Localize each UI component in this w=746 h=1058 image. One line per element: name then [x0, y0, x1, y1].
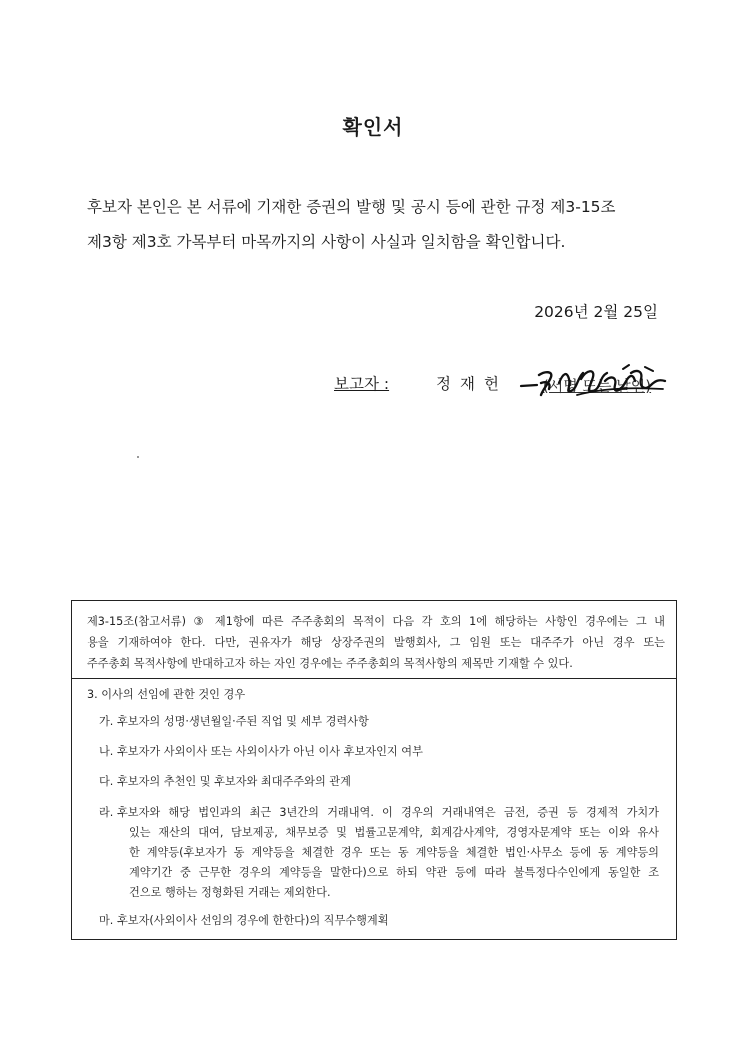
- sub-item-line: 계약기간 중 근무한 경우의 계약등을 말한다)으로 하되 약관 등에 따라 불특정다수인에게 동일한 조: [129, 866, 659, 879]
- sub-item-text: 후보자가 사외이사 또는 사외이사가 아닌 이사 후보자인지 여부: [117, 745, 423, 758]
- handwritten-signature: [519, 359, 669, 403]
- sub-item-text: 후보자의 추천인 및 후보자와 최대주주와의 관계: [117, 775, 351, 788]
- sub-item-line: 후보자와 해당 법인과의 최근 3년간의 거래내역. 이 경우의 거래내역은 금전, 증권 등 경제적 가치가: [117, 806, 659, 819]
- sub-item-ra-text: [117, 803, 659, 903]
- statement-line: 후보자 본인은 본 서류에 기재한 증권의 발행 및 공시 등에 관한 규정 제3-15조: [87, 198, 616, 216]
- sub-item-da: [99, 773, 669, 791]
- signature-area: [521, 373, 666, 397]
- sub-item-text: 후보자(사외이사 선임의 경우에 한한다)의 직무수행계획: [117, 914, 389, 927]
- confirmation-statement: [87, 190, 667, 260]
- sub-item-line: 있는 재산의 대여, 담보제공, 채무보증 및 법률고문계약, 회계감사계약, 경영자문계약 또는 이와 유사: [129, 826, 659, 839]
- reporter-name: 정재헌: [436, 375, 508, 393]
- reporter-label: 보고자 :: [334, 375, 390, 393]
- sub-item-mark: 라.: [99, 806, 114, 819]
- sub-item-ga: [99, 713, 669, 731]
- regulation-line: 용을 기재하여야 한다. 다만, 권유자가 해당 상장주권의 발행회사, 그 임원 또는 대주주가 아닌 경우 또는: [87, 636, 665, 649]
- sub-item-line: 한 계약등(후보자가 동 계약등을 체결한 경우 또는 동 계약등을 체결한 법인·사무소 등에 동 계약등의: [129, 846, 659, 859]
- sign-placeholder: (서명 또는 날인): [542, 376, 652, 395]
- regulation-intro: [87, 611, 665, 674]
- reference-regulation-box: [71, 600, 677, 940]
- sub-item-line: 건으로 행하는 정형화된 거래는 제외한다.: [129, 886, 331, 899]
- document-title: 확인서: [342, 115, 404, 139]
- sub-item-mark: 나.: [99, 745, 114, 758]
- document-date: 2026년 2월 25일: [534, 303, 658, 321]
- sub-item-mark: 다.: [99, 775, 114, 788]
- reporter-row: [334, 372, 666, 397]
- item-heading: 3. 이사의 선임에 관한 것인 경우: [87, 688, 246, 701]
- statement-line: 제3항 제3호 가목부터 마목까지의 사항이 사실과 일치함을 확인합니다.: [87, 233, 566, 251]
- regulation-line: 제3-15조(참고서류) ③ 제1항에 따른 주주총회의 목적이 다음 각 호의 1에 해당하는 사항인 경우에는 그 내: [87, 615, 665, 628]
- regulation-line: 주주총회 목적사항에 반대하고자 하는 자인 경우에는 주주총회의 목적사항의 제목만 기재할 수 있다.: [87, 657, 573, 670]
- scan-speck: [137, 456, 139, 458]
- sub-item-na: [99, 743, 669, 761]
- sub-item-text: 후보자의 성명·생년월일·주된 직업 및 세부 경력사항: [117, 715, 369, 728]
- sub-item-ma: [99, 912, 669, 930]
- box-divider: [72, 678, 676, 679]
- sub-item-mark: 마.: [99, 914, 114, 927]
- sub-item-mark: 가.: [99, 715, 114, 728]
